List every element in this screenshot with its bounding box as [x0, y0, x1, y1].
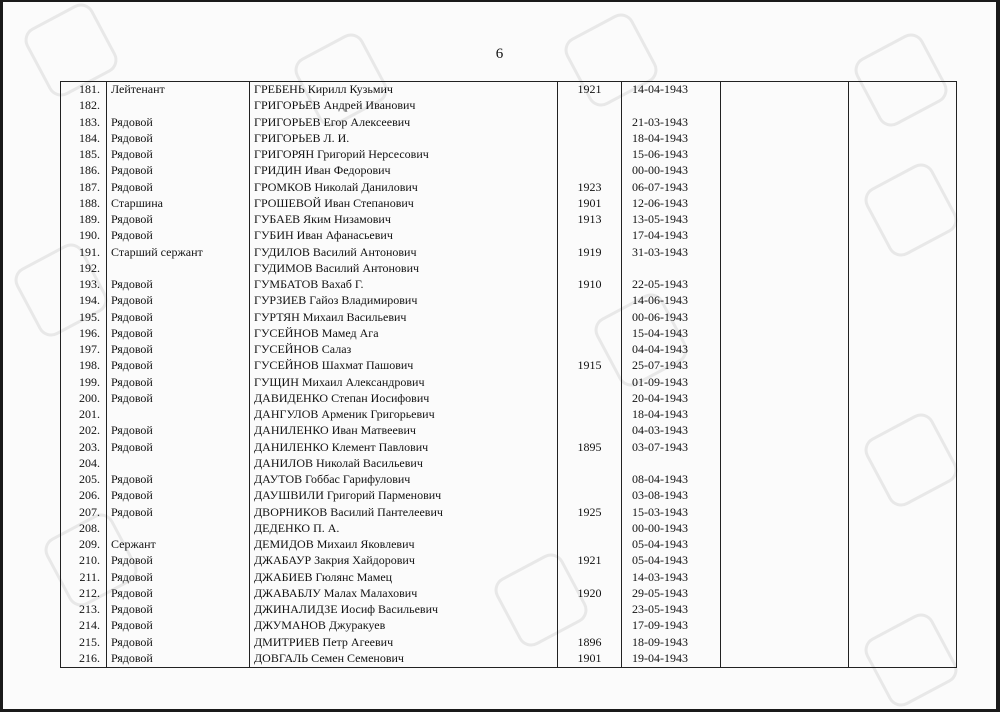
- name-cell: ДВОРНИКОВ Василий Пантелеевич: [250, 505, 558, 521]
- empty-cell: [721, 277, 849, 293]
- name-cell: ДМИТРИЕВ Петр Агеевич: [250, 635, 558, 651]
- name-cell: ДЖАБИЕВ Гюлянс Мамец: [250, 570, 558, 586]
- empty-cell: [849, 326, 957, 342]
- empty-cell: [721, 635, 849, 651]
- birth-year-cell: [558, 407, 622, 423]
- empty-cell: [849, 651, 957, 668]
- birth-year-cell: 1921: [558, 553, 622, 569]
- row-number-cell: 190.: [61, 228, 107, 244]
- empty-cell: [849, 358, 957, 374]
- empty-cell: [721, 180, 849, 196]
- empty-cell: [849, 586, 957, 602]
- date-cell: 03-07-1943: [622, 440, 721, 456]
- empty-cell: [721, 163, 849, 179]
- empty-cell: [849, 407, 957, 423]
- date-cell: 15-03-1943: [622, 505, 721, 521]
- rank-cell: Рядовой: [107, 488, 250, 504]
- empty-cell: [849, 488, 957, 504]
- birth-year-cell: 1923: [558, 180, 622, 196]
- row-number-cell: 194.: [61, 293, 107, 309]
- date-cell: 05-04-1943: [622, 553, 721, 569]
- row-number-cell: 187.: [61, 180, 107, 196]
- row-number-cell: 208.: [61, 521, 107, 537]
- table-row: [61, 131, 957, 147]
- table-row: [61, 521, 957, 537]
- birth-year-cell: [558, 456, 622, 472]
- empty-cell: [849, 82, 957, 99]
- name-cell: ГУБИН Иван Афанасьевич: [250, 228, 558, 244]
- name-cell: ДОВГАЛЬ Семен Семенович: [250, 651, 558, 668]
- table-row: [61, 407, 957, 423]
- row-number-cell: 184.: [61, 131, 107, 147]
- empty-cell: [849, 147, 957, 163]
- table-row: [61, 553, 957, 569]
- rank-cell: Рядовой: [107, 310, 250, 326]
- date-cell: 03-08-1943: [622, 488, 721, 504]
- rank-cell: [107, 98, 250, 114]
- empty-cell: [721, 326, 849, 342]
- rank-cell: Рядовой: [107, 147, 250, 163]
- empty-cell: [849, 553, 957, 569]
- empty-cell: [721, 115, 849, 131]
- empty-cell: [849, 196, 957, 212]
- row-number-cell: 188.: [61, 196, 107, 212]
- birth-year-cell: 1901: [558, 196, 622, 212]
- birth-year-cell: 1919: [558, 245, 622, 261]
- date-cell: 29-05-1943: [622, 586, 721, 602]
- row-number-cell: 212.: [61, 586, 107, 602]
- table-row: [61, 423, 957, 439]
- birth-year-cell: 1915: [558, 358, 622, 374]
- name-cell: ГРОМКОВ Николай Данилович: [250, 180, 558, 196]
- empty-cell: [849, 618, 957, 634]
- row-number-cell: 182.: [61, 98, 107, 114]
- row-number-cell: 209.: [61, 537, 107, 553]
- birth-year-cell: [558, 342, 622, 358]
- table-row: [61, 488, 957, 504]
- birth-year-cell: [558, 570, 622, 586]
- birth-year-cell: [558, 98, 622, 114]
- date-cell: 19-04-1943: [622, 651, 721, 668]
- rank-cell: Рядовой: [107, 618, 250, 634]
- rank-cell: Рядовой: [107, 180, 250, 196]
- rank-cell: Рядовой: [107, 326, 250, 342]
- name-cell: ГРИГОРЬЕВ Л. И.: [250, 131, 558, 147]
- rank-cell: Рядовой: [107, 440, 250, 456]
- table-row: [61, 180, 957, 196]
- birth-year-cell: [558, 488, 622, 504]
- empty-cell: [849, 440, 957, 456]
- birth-year-cell: 1913: [558, 212, 622, 228]
- rank-cell: [107, 407, 250, 423]
- name-cell: ГУБАЕВ Яким Низамович: [250, 212, 558, 228]
- date-cell: 00-06-1943: [622, 310, 721, 326]
- date-cell: 06-07-1943: [622, 180, 721, 196]
- empty-cell: [849, 456, 957, 472]
- table-row: [61, 456, 957, 472]
- name-cell: ГРОШЕВОЙ Иван Степанович: [250, 196, 558, 212]
- empty-cell: [721, 212, 849, 228]
- rank-cell: Рядовой: [107, 277, 250, 293]
- empty-cell: [849, 537, 957, 553]
- row-number-cell: 195.: [61, 310, 107, 326]
- date-cell: 12-06-1943: [622, 196, 721, 212]
- row-number-cell: 215.: [61, 635, 107, 651]
- row-number-cell: 207.: [61, 505, 107, 521]
- rank-cell: Рядовой: [107, 163, 250, 179]
- name-cell: ДАНГУЛОВ Арменик Григорьевич: [250, 407, 558, 423]
- empty-cell: [849, 245, 957, 261]
- empty-cell: [849, 505, 957, 521]
- date-cell: 25-07-1943: [622, 358, 721, 374]
- birth-year-cell: [558, 131, 622, 147]
- empty-cell: [721, 553, 849, 569]
- birth-year-cell: 1901: [558, 651, 622, 668]
- date-cell: 17-09-1943: [622, 618, 721, 634]
- date-cell: 13-05-1943: [622, 212, 721, 228]
- rank-cell: Рядовой: [107, 651, 250, 668]
- table-row: [61, 196, 957, 212]
- rank-cell: Рядовой: [107, 635, 250, 651]
- empty-cell: [721, 602, 849, 618]
- name-cell: ДАВИДЕНКО Степан Иосифович: [250, 391, 558, 407]
- empty-cell: [721, 521, 849, 537]
- rank-cell: Рядовой: [107, 423, 250, 439]
- empty-cell: [721, 618, 849, 634]
- row-number-cell: 199.: [61, 375, 107, 391]
- empty-cell: [721, 586, 849, 602]
- rank-cell: Сержант: [107, 537, 250, 553]
- empty-cell: [721, 570, 849, 586]
- date-cell: 20-04-1943: [622, 391, 721, 407]
- empty-cell: [721, 293, 849, 309]
- date-cell: 18-04-1943: [622, 407, 721, 423]
- table-row: [61, 391, 957, 407]
- rank-cell: Рядовой: [107, 375, 250, 391]
- name-cell: ГРЕБЕНЬ Кирилл Кузьмич: [250, 82, 558, 99]
- row-number-cell: 203.: [61, 440, 107, 456]
- row-number-cell: 216.: [61, 651, 107, 668]
- rank-cell: Рядовой: [107, 586, 250, 602]
- empty-cell: [721, 472, 849, 488]
- table-row: [61, 147, 957, 163]
- empty-cell: [721, 228, 849, 244]
- rank-cell: Рядовой: [107, 228, 250, 244]
- row-number-cell: 206.: [61, 488, 107, 504]
- birth-year-cell: [558, 115, 622, 131]
- empty-cell: [849, 602, 957, 618]
- date-cell: [622, 456, 721, 472]
- empty-cell: [721, 651, 849, 668]
- name-cell: ДЕМИДОВ Михаил Яковлевич: [250, 537, 558, 553]
- empty-cell: [721, 407, 849, 423]
- rank-cell: Рядовой: [107, 472, 250, 488]
- date-cell: 31-03-1943: [622, 245, 721, 261]
- empty-cell: [849, 98, 957, 114]
- rank-cell: Рядовой: [107, 391, 250, 407]
- name-cell: ГУСЕЙНОВ Мамед Ага: [250, 326, 558, 342]
- rank-cell: Старшина: [107, 196, 250, 212]
- empty-cell: [849, 521, 957, 537]
- empty-cell: [721, 488, 849, 504]
- table-row: [61, 342, 957, 358]
- empty-cell: [849, 570, 957, 586]
- rank-cell: [107, 521, 250, 537]
- name-cell: ДАНИЛЕНКО Иван Матвеевич: [250, 423, 558, 439]
- row-number-cell: 201.: [61, 407, 107, 423]
- name-cell: ГРИГОРЬЕВ Егор Алексеевич: [250, 115, 558, 131]
- birth-year-cell: 1925: [558, 505, 622, 521]
- empty-cell: [721, 82, 849, 99]
- empty-cell: [721, 456, 849, 472]
- row-number-cell: 181.: [61, 82, 107, 99]
- name-cell: ГУСЕЙНОВ Салаз: [250, 342, 558, 358]
- rank-cell: [107, 456, 250, 472]
- table-row: [61, 505, 957, 521]
- table-row: [61, 310, 957, 326]
- date-cell: 22-05-1943: [622, 277, 721, 293]
- empty-cell: [721, 245, 849, 261]
- empty-cell: [849, 472, 957, 488]
- birth-year-cell: 1921: [558, 82, 622, 99]
- document-page: [3, 2, 996, 709]
- rank-cell: Рядовой: [107, 358, 250, 374]
- empty-cell: [721, 391, 849, 407]
- row-number-cell: 205.: [61, 472, 107, 488]
- table-row: [61, 602, 957, 618]
- empty-cell: [849, 277, 957, 293]
- date-cell: 14-06-1943: [622, 293, 721, 309]
- date-cell: 17-04-1943: [622, 228, 721, 244]
- row-number-cell: 204.: [61, 456, 107, 472]
- empty-cell: [849, 391, 957, 407]
- empty-cell: [849, 212, 957, 228]
- date-cell: 01-09-1943: [622, 375, 721, 391]
- date-cell: 14-04-1943: [622, 82, 721, 99]
- birth-year-cell: [558, 391, 622, 407]
- birth-year-cell: [558, 618, 622, 634]
- date-cell: 05-04-1943: [622, 537, 721, 553]
- name-cell: ДЖУМАНОВ Джуракуев: [250, 618, 558, 634]
- row-number-cell: 186.: [61, 163, 107, 179]
- empty-cell: [721, 98, 849, 114]
- empty-cell: [721, 342, 849, 358]
- table-row: [61, 82, 957, 99]
- row-number-cell: 213.: [61, 602, 107, 618]
- rank-cell: Рядовой: [107, 293, 250, 309]
- rank-cell: Рядовой: [107, 342, 250, 358]
- empty-cell: [721, 375, 849, 391]
- name-cell: ДАУШВИЛИ Григорий Парменович: [250, 488, 558, 504]
- date-cell: 04-03-1943: [622, 423, 721, 439]
- row-number-cell: 193.: [61, 277, 107, 293]
- name-cell: ДАНИЛОВ Николай Васильевич: [250, 456, 558, 472]
- empty-cell: [849, 131, 957, 147]
- date-cell: 15-04-1943: [622, 326, 721, 342]
- rank-cell: Рядовой: [107, 553, 250, 569]
- table-row: [61, 245, 957, 261]
- row-number-cell: 192.: [61, 261, 107, 277]
- birth-year-cell: [558, 228, 622, 244]
- name-cell: ГУДИМОВ Василий Антонович: [250, 261, 558, 277]
- date-cell: 14-03-1943: [622, 570, 721, 586]
- date-cell: 18-04-1943: [622, 131, 721, 147]
- birth-year-cell: [558, 537, 622, 553]
- empty-cell: [721, 310, 849, 326]
- row-number-cell: 191.: [61, 245, 107, 261]
- birth-year-cell: 1920: [558, 586, 622, 602]
- row-number-cell: 202.: [61, 423, 107, 439]
- birth-year-cell: [558, 602, 622, 618]
- name-cell: ДЖАВАБЛУ Малах Малахович: [250, 586, 558, 602]
- birth-year-cell: 1896: [558, 635, 622, 651]
- empty-cell: [721, 537, 849, 553]
- table-row: [61, 375, 957, 391]
- date-cell: [622, 261, 721, 277]
- table-row: [61, 326, 957, 342]
- empty-cell: [849, 163, 957, 179]
- row-number-cell: 183.: [61, 115, 107, 131]
- table-row: [61, 277, 957, 293]
- table-row: [61, 293, 957, 309]
- empty-cell: [849, 261, 957, 277]
- birth-year-cell: [558, 375, 622, 391]
- birth-year-cell: [558, 293, 622, 309]
- date-cell: 00-00-1943: [622, 163, 721, 179]
- rank-cell: [107, 261, 250, 277]
- table-row: [61, 358, 957, 374]
- empty-cell: [849, 228, 957, 244]
- table-row: [61, 440, 957, 456]
- name-cell: ДЖАБАУР Закрия Хайдорович: [250, 553, 558, 569]
- birth-year-cell: [558, 147, 622, 163]
- table-row: [61, 115, 957, 131]
- birth-year-cell: [558, 163, 622, 179]
- table-row: [61, 261, 957, 277]
- date-cell: 00-00-1943: [622, 521, 721, 537]
- empty-cell: [849, 342, 957, 358]
- birth-year-cell: [558, 261, 622, 277]
- table-row: [61, 163, 957, 179]
- table-row: [61, 228, 957, 244]
- name-cell: ГРИГОРЬЕВ Андрей Иванович: [250, 98, 558, 114]
- table-row: [61, 537, 957, 553]
- name-cell: ГУСЕЙНОВ Шахмат Пашович: [250, 358, 558, 374]
- records-table: [60, 81, 957, 668]
- row-number-cell: 189.: [61, 212, 107, 228]
- date-cell: 08-04-1943: [622, 472, 721, 488]
- rank-cell: Рядовой: [107, 505, 250, 521]
- name-cell: ГУРТЯН Михаил Васильевич: [250, 310, 558, 326]
- row-number-cell: 200.: [61, 391, 107, 407]
- name-cell: ДЖИНАЛИДЗЕ Иосиф Васильевич: [250, 602, 558, 618]
- empty-cell: [721, 196, 849, 212]
- date-cell: 21-03-1943: [622, 115, 721, 131]
- row-number-cell: 185.: [61, 147, 107, 163]
- empty-cell: [721, 423, 849, 439]
- empty-cell: [849, 310, 957, 326]
- empty-cell: [721, 261, 849, 277]
- birth-year-cell: 1895: [558, 440, 622, 456]
- name-cell: ДЕДЕНКО П. А.: [250, 521, 558, 537]
- empty-cell: [721, 505, 849, 521]
- row-number-cell: 198.: [61, 358, 107, 374]
- date-cell: 23-05-1943: [622, 602, 721, 618]
- date-cell: 04-04-1943: [622, 342, 721, 358]
- empty-cell: [721, 131, 849, 147]
- table-row: [61, 618, 957, 634]
- birth-year-cell: [558, 423, 622, 439]
- rank-cell: Рядовой: [107, 212, 250, 228]
- rank-cell: Рядовой: [107, 602, 250, 618]
- row-number-cell: 196.: [61, 326, 107, 342]
- name-cell: ГУДИЛОВ Василий Антонович: [250, 245, 558, 261]
- row-number-cell: 210.: [61, 553, 107, 569]
- empty-cell: [721, 440, 849, 456]
- empty-cell: [849, 375, 957, 391]
- birth-year-cell: [558, 326, 622, 342]
- row-number-cell: 197.: [61, 342, 107, 358]
- rank-cell: Рядовой: [107, 131, 250, 147]
- table-row: [61, 651, 957, 668]
- rank-cell: Рядовой: [107, 115, 250, 131]
- row-number-cell: 214.: [61, 618, 107, 634]
- empty-cell: [849, 293, 957, 309]
- rank-cell: Лейтенант: [107, 82, 250, 99]
- row-number-cell: 211.: [61, 570, 107, 586]
- table-row: [61, 472, 957, 488]
- birth-year-cell: [558, 521, 622, 537]
- empty-cell: [849, 180, 957, 196]
- empty-cell: [849, 423, 957, 439]
- birth-year-cell: [558, 472, 622, 488]
- empty-cell: [721, 147, 849, 163]
- name-cell: ДАНИЛЕНКО Клемент Павлович: [250, 440, 558, 456]
- name-cell: ДАУТОВ Гоббас Гарифулович: [250, 472, 558, 488]
- date-cell: [622, 98, 721, 114]
- table-row: [61, 98, 957, 114]
- birth-year-cell: 1910: [558, 277, 622, 293]
- date-cell: 18-09-1943: [622, 635, 721, 651]
- table-row: [61, 586, 957, 602]
- empty-cell: [849, 635, 957, 651]
- name-cell: ГУМБАТОВ Вахаб Г.: [250, 277, 558, 293]
- name-cell: ГУЩИН Михаил Александрович: [250, 375, 558, 391]
- name-cell: ГУРЗИЕВ Гайоз Владимирович: [250, 293, 558, 309]
- name-cell: ГРИДИН Иван Федорович: [250, 163, 558, 179]
- rank-cell: Рядовой: [107, 570, 250, 586]
- name-cell: ГРИГОРЯН Григорий Нерсесович: [250, 147, 558, 163]
- table-row: [61, 570, 957, 586]
- birth-year-cell: [558, 310, 622, 326]
- table-row: [61, 212, 957, 228]
- table-row: [61, 635, 957, 651]
- date-cell: 15-06-1943: [622, 147, 721, 163]
- rank-cell: Старший сержант: [107, 245, 250, 261]
- empty-cell: [849, 115, 957, 131]
- page-number: 6: [495, 46, 504, 62]
- empty-cell: [721, 358, 849, 374]
